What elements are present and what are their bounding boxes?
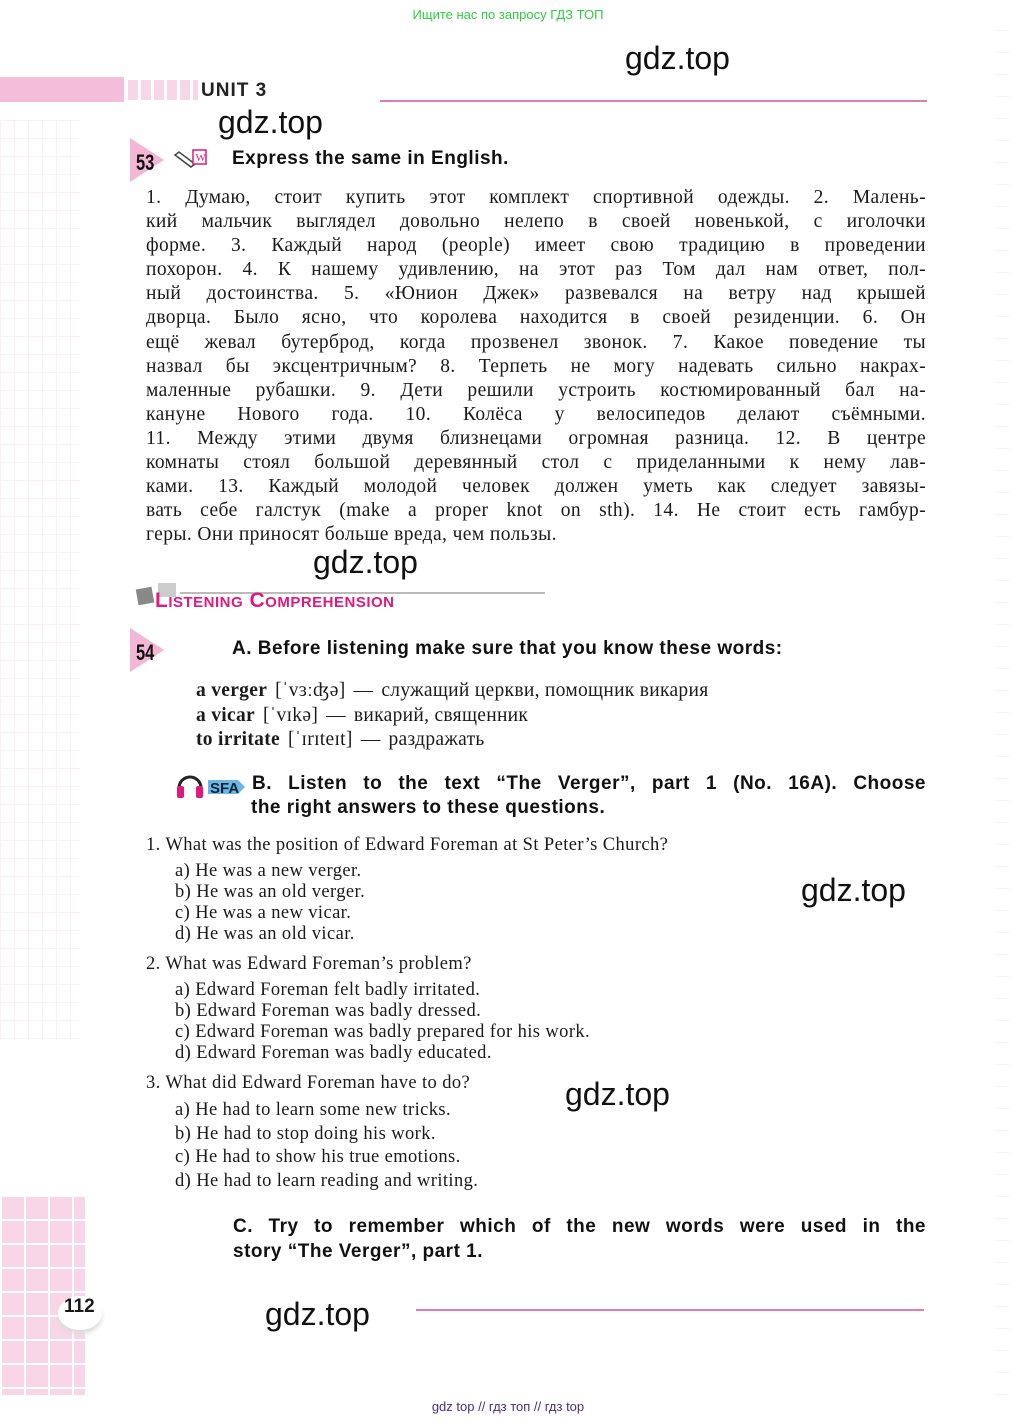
question (146, 1073, 926, 1193)
text-line: вать себе галстук (make a proper knot on sth). 14. Не стоит есть гамбур- (146, 500, 926, 522)
answer-option: a) Edward Foreman felt badly irritated. (175, 980, 481, 1000)
part-a-instruction: A. Before listening make sure that you know these words: (232, 638, 783, 659)
question-text: 2. What was Edward Foreman’s problem? (146, 954, 472, 974)
vocab-meaning: раздражать (388, 729, 485, 750)
text-line: 1. Думаю, стоит купить этот комплект спортивной одежды. 2. Малень- (146, 187, 926, 208)
vocab-word: to irritate (196, 729, 280, 750)
vocab-transcription: [ˈvɜːʤə] (275, 680, 346, 701)
vocab-word: a vicar (196, 704, 255, 726)
exercise-53-instruction: Express the same in English. (232, 148, 509, 169)
answer-option: b) He had to stop doing his work. (175, 1123, 436, 1144)
text-line: 11. Между этими двумя близнецами огромная разница. 12. В центре (146, 427, 926, 449)
header-rule (380, 100, 927, 102)
watermark: gdz.top (313, 544, 418, 580)
decorative-pattern-left (0, 120, 80, 1040)
answer-option: c) He had to show his true emotions. (175, 1147, 461, 1167)
unit-bar-grid (128, 80, 198, 100)
unit-label: UNIT 3 (201, 80, 268, 101)
vocab-dash: — (353, 680, 374, 701)
answer-option: a) He was a new verger. (175, 861, 362, 881)
watermark: gdz.top (565, 1076, 670, 1112)
question (146, 835, 926, 945)
decorative-grid-bottom-left (0, 1195, 85, 1395)
vocab-entry (196, 679, 717, 704)
vocab-meaning: служащий церкви, помощник викария (381, 680, 709, 701)
svg-text:SFA: SFA (210, 780, 240, 797)
footer-rule (416, 1309, 924, 1311)
vocab-dash: — (360, 729, 381, 750)
section-decoration (136, 587, 155, 606)
answer-option: d) Edward Foreman was badly educated. (175, 1043, 492, 1063)
footer-links: gdz top // гдз топ // гдз top (431, 1399, 585, 1414)
questions-list (146, 835, 926, 1202)
part-c-instruction-line2: story “The Verger”, part 1. (233, 1241, 484, 1262)
answer-option: a) He had to learn some new tricks. (175, 1100, 451, 1120)
vocabulary-list (196, 679, 717, 753)
vocab-meaning: викарий, священник (353, 704, 529, 726)
watermark: gdz.top (801, 872, 906, 908)
page-number: 112 (64, 1296, 95, 1317)
answer-option: c) Edward Foreman was badly prepared for his work. (175, 1022, 591, 1042)
part-b-instruction-line1: B. Listen to the text “The Verger”, part 1 (No. 16A). Choose (252, 773, 926, 794)
top-note: Ищите нас по запросу ГДЗ ТОП (412, 7, 604, 22)
section-title: Listening Comprehension (155, 589, 395, 612)
text-line: ещё жевал бутерброд, когда прозвенел звонок. 7. Какое поведение ты (146, 331, 926, 353)
unit-bar (0, 77, 124, 102)
text-line: ный достоинства. 5. «Юнион Джек» развевался на ветру над крышей (146, 283, 926, 305)
answer-option: b) He was an old verger. (175, 882, 366, 902)
sfa-audio-icon (208, 774, 246, 800)
vocab-entry (196, 728, 717, 753)
exercise-number-53: 53 (130, 138, 164, 182)
question (146, 954, 926, 1064)
answer-option: d) He had to learn reading and writing. (175, 1170, 479, 1191)
text-line: кануне Нового года. 10. Колёса у велосипедов делают съёмными. (146, 403, 926, 425)
text-line: форме. 3. Каждый народ (people) имеет свою традицию в проведении (146, 235, 926, 257)
decorative-pattern-right (995, 30, 1009, 1400)
answer-option: b) Edward Foreman was badly dressed. (175, 1001, 482, 1021)
text-line: ками. 13. Каждый молодой человек должен уметь как следует завязы- (146, 476, 926, 498)
svg-text:W: W (195, 152, 206, 164)
question-text: 1. What was the position of Edward Foreman at St Peter’s Church? (146, 835, 669, 855)
vocab-transcription: [ˈɪrɪteɪt] (287, 729, 353, 750)
answer-option: c) He was a new vicar. (175, 903, 352, 923)
question-text: 3. What did Edward Foreman have to do? (146, 1073, 471, 1093)
vocab-entry (196, 704, 717, 729)
vocab-word: a verger (196, 680, 268, 701)
text-line: похорон. 4. К нашему удивлению, на этот раз Том дал нам ответ, пол- (146, 259, 926, 281)
pencil-writing-icon (173, 147, 209, 171)
part-b-instruction-line2: the right answers to these questions. (251, 797, 606, 818)
vocab-transcription: [ˈvɪkə] (262, 704, 319, 726)
text-line: маленные рубашки. 9. Дети решили устроить костюмированный бал на- (146, 379, 926, 401)
exercise-number-54: 54 (130, 628, 164, 672)
text-line: геры. Они приносят больше вреда, чем пользы. (146, 524, 557, 546)
text-line: дворца. Было ясно, что королева находится в своей резиденции. 6. Он (146, 307, 926, 329)
headphones-icon (175, 770, 205, 800)
text-line: кий мальчик выглядел довольно нелепо в своей новенькой, с иголочки (146, 211, 926, 233)
answer-option: d) He was an old vicar. (175, 924, 355, 944)
text-line: комнаты стоял большой деревянный стол с приделанными к нему лав- (146, 452, 926, 474)
exercise-53-text (146, 186, 926, 547)
watermark: gdz.top (265, 1296, 370, 1332)
text-line: назвал бы эксцентричным? 8. Терпеть не могу надевать сильно накрах- (146, 355, 926, 377)
part-c-instruction-line1: C. Try to remember which of the new words were used in the (233, 1216, 926, 1237)
vocab-dash: — (326, 704, 346, 726)
watermark: gdz.top (625, 40, 730, 76)
watermark: gdz.top (218, 104, 323, 140)
